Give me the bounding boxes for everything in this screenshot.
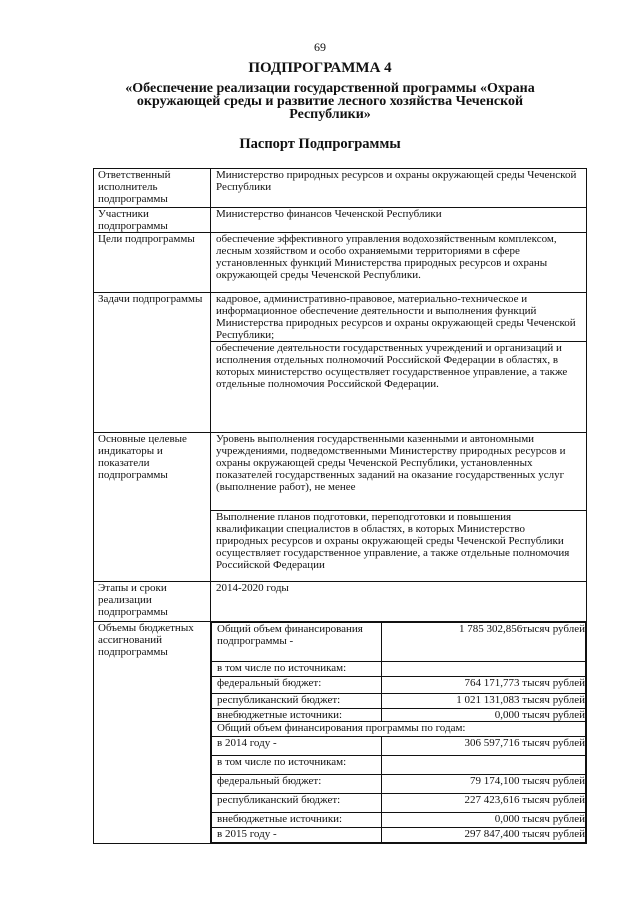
subprogram-heading: ПОДПРОГРАММА 4 — [248, 60, 392, 76]
stages-label: Этапы и сроки реализации подпрограммы — [94, 582, 211, 622]
row-budget — [94, 622, 587, 844]
funding-2015-row — [212, 828, 586, 843]
funding-extra-row — [212, 709, 586, 722]
funding-2014-row — [212, 737, 586, 756]
funding-extra-row-2 — [212, 813, 586, 828]
budget-label: Объемы бюджетных ассигнований подпрограммы — [94, 622, 211, 844]
funding-total-row — [212, 623, 586, 662]
federal-label-2: федеральный бюджет: — [212, 775, 382, 794]
indicators-label: Основные целевые индикаторы и показатели подпрограммы — [94, 433, 211, 582]
tasks-label: Задачи подпрограммы — [94, 293, 211, 433]
row-participants — [94, 208, 587, 233]
subprogram-subheading: «Обеспечение реализации государственной программы «Охрана окружающей среды и развитие лесного хозяйства Чеченской Республики» — [125, 81, 535, 122]
funding-republic-row — [212, 694, 586, 709]
funding-total-value: 1 785 302,856тысяч рублей — [382, 623, 586, 662]
funding-republic-row-2 — [212, 794, 586, 813]
funding-years-row — [212, 722, 586, 737]
funding-federal-row — [212, 677, 586, 694]
row-stages — [94, 582, 587, 622]
funding-sources-row-2 — [212, 756, 586, 775]
year-2014-value: 306 597,716 тысяч рублей — [382, 737, 586, 756]
year-2015-label: в 2015 году - — [212, 828, 382, 843]
republic-label-2: республиканский бюджет: — [212, 794, 382, 813]
participants-label: Участники подпрограммы — [94, 208, 211, 233]
federal-value-1: 764 171,773 тысяч рублей — [382, 677, 586, 694]
funding-sources-row — [212, 662, 586, 677]
republic-label-1: республиканский бюджет: — [212, 694, 382, 709]
extra-label-2: внебюджетные источники: — [212, 813, 382, 828]
funding-total-label: Общий объем финансирования подпрограммы - — [212, 623, 382, 662]
budget-cell — [211, 622, 587, 844]
funding-by-years-label: Общий объем финансирования программы по годам: — [212, 722, 586, 737]
tasks-value-2: обеспечение деятельности государственных учреждений и организаций и исполнения отдельных полномочий Российской Федерации в областях, в которых министерство осуществляет государственное управление, а также отдельные полномочия Российской Федерации. — [211, 342, 587, 433]
republic-value-1: 1 021 131,083 тысяч рублей — [382, 694, 586, 709]
indicators-value-1: Уровень выполнения государственными казенными и автономными учреждениями, подведомственными Министерству природных ресурсов и охраны окружающей среды Чеченской Республики, установленных показателей государственных заданий на оказание государственных услуг (выполнение работ), не менее — [211, 433, 587, 511]
goals-label: Цели подпрограммы — [94, 233, 211, 293]
republic-value-2: 227 423,616 тысяч рублей — [382, 794, 586, 813]
row-indicators — [94, 433, 587, 511]
funding-sources-label-1: в том числе по источникам: — [212, 662, 382, 677]
row-goals — [94, 233, 587, 293]
extra-value-1: 0,000 тысяч рублей — [382, 709, 586, 722]
row-tasks — [94, 293, 587, 342]
extra-value-2: 0,000 тысяч рублей — [382, 813, 586, 828]
funding-sources-label-2: в том числе по источникам: — [212, 756, 382, 775]
page-number: 69 — [314, 40, 326, 54]
participants-value: Министерство финансов Чеченской Республики — [211, 208, 587, 233]
federal-label-1: федеральный бюджет: — [212, 677, 382, 694]
passport-title: Паспорт Подпрограммы — [239, 136, 401, 152]
indicators-value-2: Выполнение планов подготовки, переподготовки и повышения квалификации специалистов в областях, в которых Министерство природных ресурсов и охраны окружающей среды Чеченской Республики осуществляет государственное управление, а также отдельные полномочия Российской Федерации — [211, 511, 587, 582]
goals-value: обеспечение эффективного управления водохозяйственным комплексом, лесным хозяйством и особо охраняемыми территориями в сфере установленных функций Министерства природных ресурсов и охраны окружающей среды Чеченской Республики. — [211, 233, 587, 293]
row-responsible — [94, 169, 587, 208]
funding-federal-row-2 — [212, 775, 586, 794]
federal-value-2: 79 174,100 тысяч рублей — [382, 775, 586, 794]
passport-table — [93, 168, 587, 844]
year-2014-label: в 2014 году - — [212, 737, 382, 756]
funding-table — [211, 622, 586, 843]
extra-label-1: внебюджетные источники: — [212, 709, 382, 722]
responsible-label: Ответственный исполнитель подпрограммы — [94, 169, 211, 208]
stages-value: 2014-2020 годы — [211, 582, 587, 622]
year-2015-value: 297 847,400 тысяч рублей — [382, 828, 586, 843]
responsible-value: Министерство природных ресурсов и охраны окружающей среды Чеченской Республики — [211, 169, 587, 208]
tasks-value-1: кадровое, административно-правовое, материально-техническое и информационное обеспечение деятельности и выполнения функций Министерства природных ресурсов и охраны окружающей среды Чеченской Республики; — [211, 293, 587, 342]
